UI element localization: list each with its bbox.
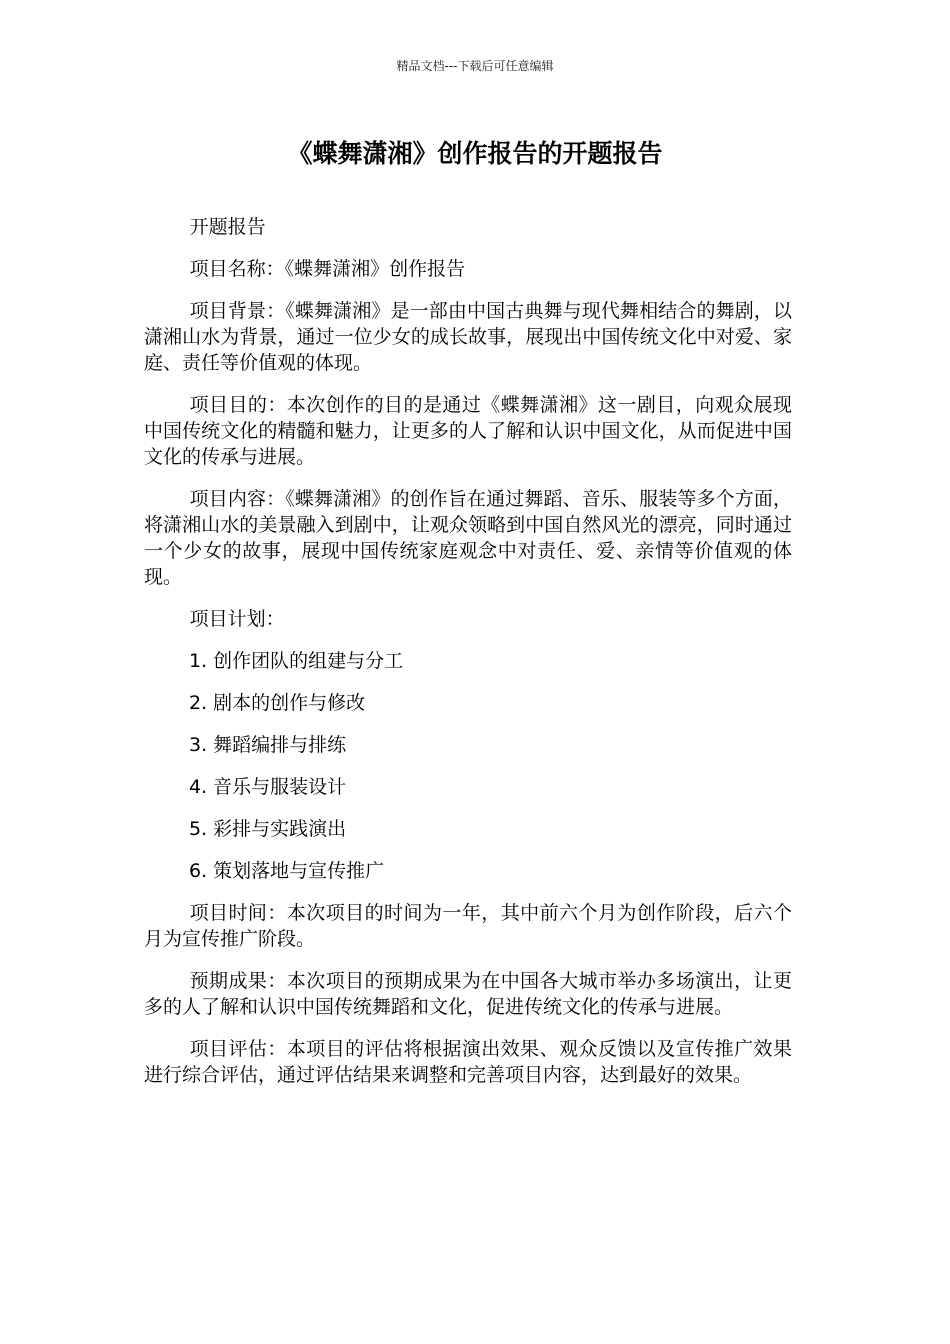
list-item: 3. 舞蹈编排与排练 [189,734,347,756]
paragraph-expected-results: 预期成果：本次项目的预期成果为在中国各大城市举办多场演出，让更多的人了解和认识中国传统舞蹈和文化，促进传统文化的传承与进展。 [144,970,792,1018]
list-item: 4. 音乐与服装设计 [189,776,347,798]
paragraph-plan-heading: 项目计划： [189,608,285,630]
header-note: 精品文档---下载后可任意编辑 [396,59,554,73]
paragraph-timeline: 项目时间：本次项目的时间为一年，其中前六个月为创作阶段，后六个月为宣传推广阶段。 [144,902,792,950]
document-title: 《蝶舞潇湘》创作报告的开题报告 [287,139,663,168]
paragraph-content: 项目内容：《蝶舞潇湘》的创作旨在通过舞蹈、音乐、服装等多个方面，将潇湘山水的美景融入到剧中，让观众领略到中国自然风光的漂亮，同时通过一个少女的故事，展现中国传统家庭观念中对责任、爱、亲情等价值观的体现。 [144,488,792,588]
paragraph-background: 项目背景：《蝶舞潇湘》是一部由中国古典舞与现代舞相结合的舞剧，以潇湘山水为背景，通过一位少女的成长故事，展现出中国传统文化中对爱、家庭、责任等价值观的体现。 [144,300,792,374]
document-body [144,214,792,1104]
paragraph-heading: 开题报告 [189,216,266,238]
paragraph-project-name: 项目名称：《蝶舞潇湘》创作报告 [189,258,466,280]
paragraph-evaluation: 项目评估：本项目的评估将根据演出效果、观众反馈以及宣传推广效果进行综合评估，通过评估结果来调整和完善项目内容，达到最好的效果。 [144,1038,792,1086]
list-item: 5. 彩排与实践演出 [189,818,347,840]
list-item: 2. 剧本的创作与修改 [189,692,366,714]
paragraph-purpose: 项目目的：本次创作的目的是通过《蝶舞潇湘》这一剧目，向观众展现中国传统文化的精髓和魅力，让更多的人了解和认识中国文化，从而促进中国文化的传承与进展。 [144,394,792,468]
list-item: 1. 创作团队的组建与分工 [189,650,404,672]
list-item: 6. 策划落地与宣传推广 [189,860,385,882]
